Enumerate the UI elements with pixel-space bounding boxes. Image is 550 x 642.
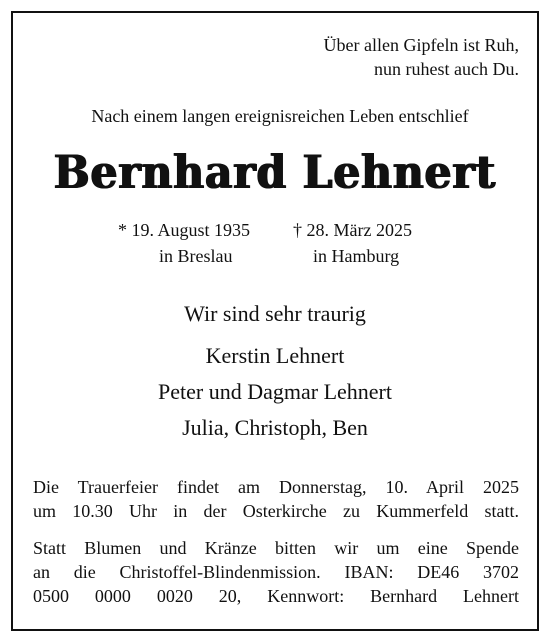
mourner-line: Peter und Dagmar Lehnert — [158, 379, 392, 404]
service-paragraph — [33, 475, 519, 523]
donation-paragraph — [33, 536, 519, 608]
mourner-line: Julia, Christoph, Ben — [182, 415, 368, 440]
donation-line: an die Christoffel-Blindenmission. IBAN: DE46 3702 — [33, 562, 519, 582]
donation-line: Statt Blumen und Kränze bitten wir um eine Spende — [33, 538, 519, 558]
poem-line-1: Über allen Gipfeln ist Ruh, — [323, 35, 519, 55]
birth-date: * 19. August 1935 — [118, 220, 251, 240]
intro-text: Nach einem langen ereignisreichen Leben entschlief — [91, 106, 469, 126]
mourning-statement: Wir sind sehr traurig — [184, 301, 366, 326]
poem-line-2: nun ruhest auch Du. — [374, 59, 519, 79]
service-line: Die Trauerfeier findet am Donnerstag, 10. April 2025 — [33, 477, 519, 497]
donation-line: 0500 0000 0020 20, Kennwort: Bernhard Lehnert — [33, 586, 519, 606]
death-place: in Hamburg — [313, 246, 400, 266]
birth-place: in Breslau — [159, 246, 233, 266]
mourner-line: Kerstin Lehnert — [205, 343, 345, 368]
deceased-name: Bernhard Lehnert — [53, 145, 497, 199]
service-line: um 10.30 Uhr in der Osterkirche zu Kummerfeld statt. — [33, 501, 519, 521]
death-date: † 28. März 2025 — [293, 220, 412, 240]
obituary-notice — [11, 11, 539, 631]
